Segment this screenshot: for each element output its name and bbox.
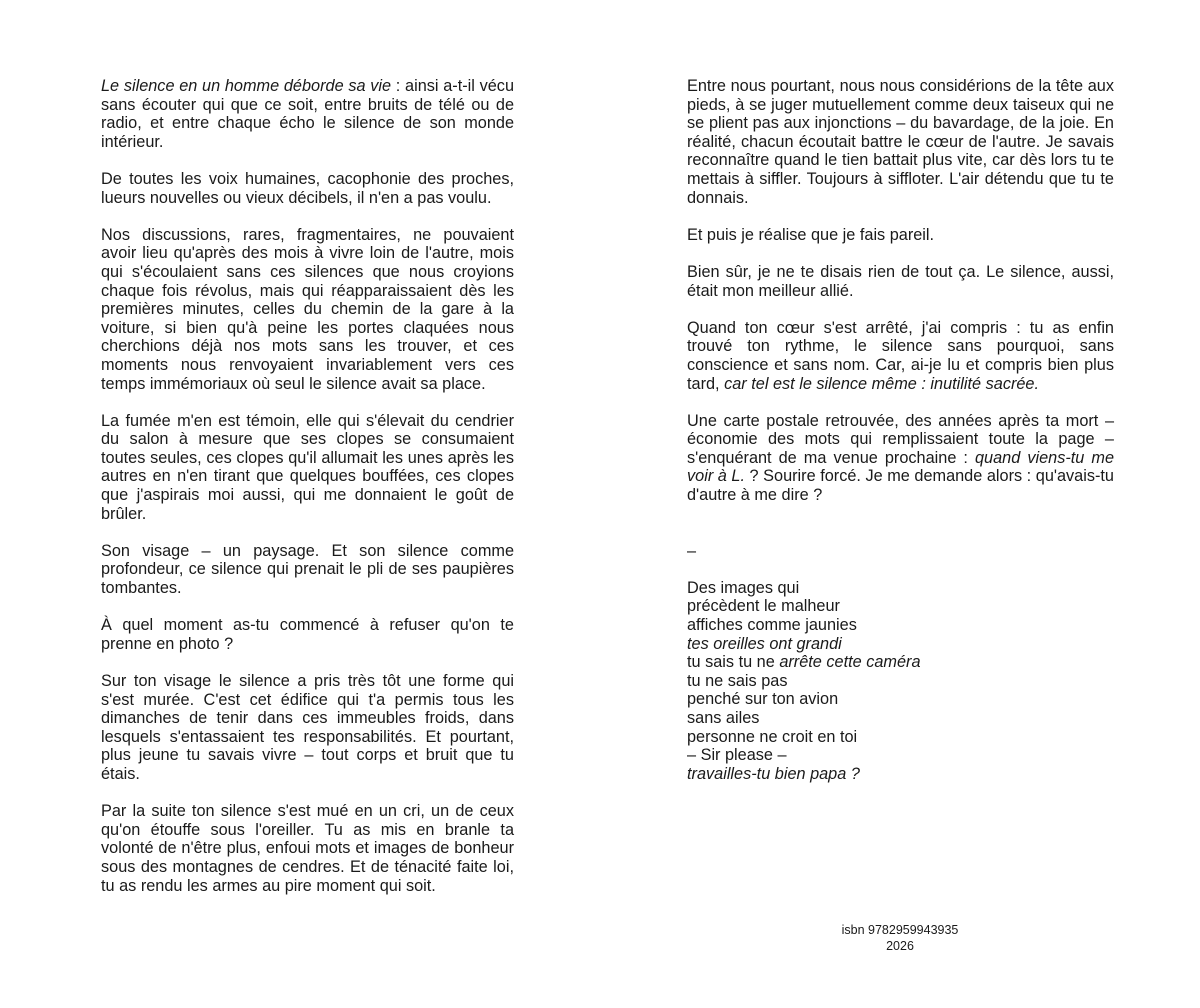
paragraph-silence-overflow — [101, 77, 514, 151]
poem-line: – Sir please – — [687, 746, 787, 765]
poem-line: affiches comme jaunies — [687, 616, 857, 635]
poem-line: tu ne sais pas — [687, 671, 788, 690]
right-page — [687, 77, 1114, 783]
paragraph-photo-question: À quel moment as-tu commencé à refuser qu'on te prenne en photo ? — [101, 616, 514, 653]
section-separator: – — [687, 541, 697, 560]
paragraph-human-voices: De toutes les voix humaines, cacophonie des proches, lueurs nouvelles ou vieux décibels, il n'en a pas voulu. — [101, 169, 514, 207]
paragraph-heart-stopped — [687, 319, 1114, 393]
poem-line: sans ailes — [687, 709, 760, 727]
paragraph-postcard — [687, 412, 1114, 505]
poem-line-text: tu sais tu ne — [687, 653, 780, 672]
paragraph-text: ? Sourire forcé. Je me demande alors : qu'avais-tu d'autre à me dire ? — [687, 467, 1114, 505]
paragraph-text: Quand ton cœur s'est arrêté, j'ai compris : tu as enfin trouvé ton rythme, le silence sans pourquoi, sans conscience et sans nom. Car, ai-je lu et compris bien plus tard, — [687, 318, 1114, 393]
colophon — [800, 922, 1000, 954]
paragraph-emphasis: car tel est le silence même : inutilité sacrée. — [724, 374, 1040, 393]
poem-line: travailles-tu bien papa ? — [687, 764, 860, 783]
paragraph-realise: Et puis je réalise que je fais pareil. — [687, 225, 935, 244]
paragraph-two-silent-ones: Entre nous pourtant, nous nous considérions de la tête aux pieds, à se juger mutuellement comme deux taiseux qui ne se plient pas aux injonctions – du bavardage, de la joie. En réalité, chacun écoutait battre le cœur de l'autre. Je savais reconnaître quand le tien battait plus vite, car dès lors tu te mettais à siffler. Toujours à siffloter. L'air détendu que tu te donnais. — [687, 77, 1114, 207]
left-page — [101, 77, 514, 914]
poem-line — [687, 653, 1114, 672]
poem-line: Des images qui — [687, 578, 800, 597]
poem-line-emphasis: arrête cette caméra — [779, 653, 921, 672]
paragraph-face-landscape: Son visage – un paysage. Et son silence comme profondeur, ce silence qui prenait le pli de ses paupières tombantes. — [101, 541, 514, 598]
paragraph-smoke: La fumée m'en est témoin, elle qui s'élevait du cendrier du salon à mesure que ses clopes se consumaient toutes seules, ces clopes qu'il allumait les unes après les autres en n'en tirant que quelques bouffées, ces clopes que j'aspirais moi aussi, qui me donnaient le goût de brûler. — [101, 411, 514, 523]
poem-line: précèdent le malheur — [687, 597, 840, 616]
publication-year: 2026 — [886, 939, 914, 953]
paragraph-text: : ainsi a-t-il vécu sans écouter qui que ce soit, entre bruits de télé ou de radio, et entre chaque écho le silence de son monde intérieur. — [101, 77, 514, 151]
paragraph-best-ally: Bien sûr, je ne te disais rien de tout ça. Le silence, aussi, était mon meilleur allié. — [687, 262, 1114, 300]
paragraph-emphasis: quand viens-tu me voir à L. — [687, 448, 1114, 486]
poem-line: personne ne croit en toi — [687, 727, 858, 746]
poem-line: penché sur ton avion — [687, 690, 839, 709]
isbn-number: isbn 9782959943935 — [841, 923, 959, 937]
poem — [687, 579, 1114, 784]
poem-line: tes oreilles ont grandi — [687, 634, 842, 653]
paragraph-discussions: Nos discussions, rares, fragmentaires, ne pouvaient avoir lieu qu'après des mois à vivre loin de l'autre, mois qui s'écoulaient sans ces silences que nous croyions chaque fois révolus, mais qui réapparaissaient dès les premières minutes, celles du chemin de la gare à la voiture, si bien qu'à peine les portes claquées nous cherchions déjà nos mots sans les trouver, et ces moments nous renvoyaient invariablement vers ces temps immémoriaux où seul le silence avait sa place. — [101, 225, 514, 393]
paragraph-emphasis: Le silence en un homme déborde sa vie — [101, 77, 392, 95]
paragraph-scream: Par la suite ton silence s'est mué en un cri, un de ceux qu'on étouffe sous l'oreiller. Tu as mis en branle ta volonté de n'être plus, enfoui mots et images de bonheur sous des montagnes de cendres. Et de ténacité faite loi, tu as rendu les armes au pire moment qui soit. — [101, 802, 514, 895]
paragraph-walled-face: Sur ton visage le silence a pris très tôt une forme qui s'est murée. C'est cet édifice qui t'a permis tous les dimanches de tenir dans ces immeubles froids, dans lesquels s'entassaient tes responsabilités. Et pourtant, plus jeune tu savais vivre – tout corps et bruit que tu étais. — [101, 672, 514, 783]
paragraph-text: Une carte postale retrouvée, des années après ta mort – économie des mots qui remplissaient toute la page – s'enquérant de ma venue prochaine : — [687, 411, 1114, 467]
